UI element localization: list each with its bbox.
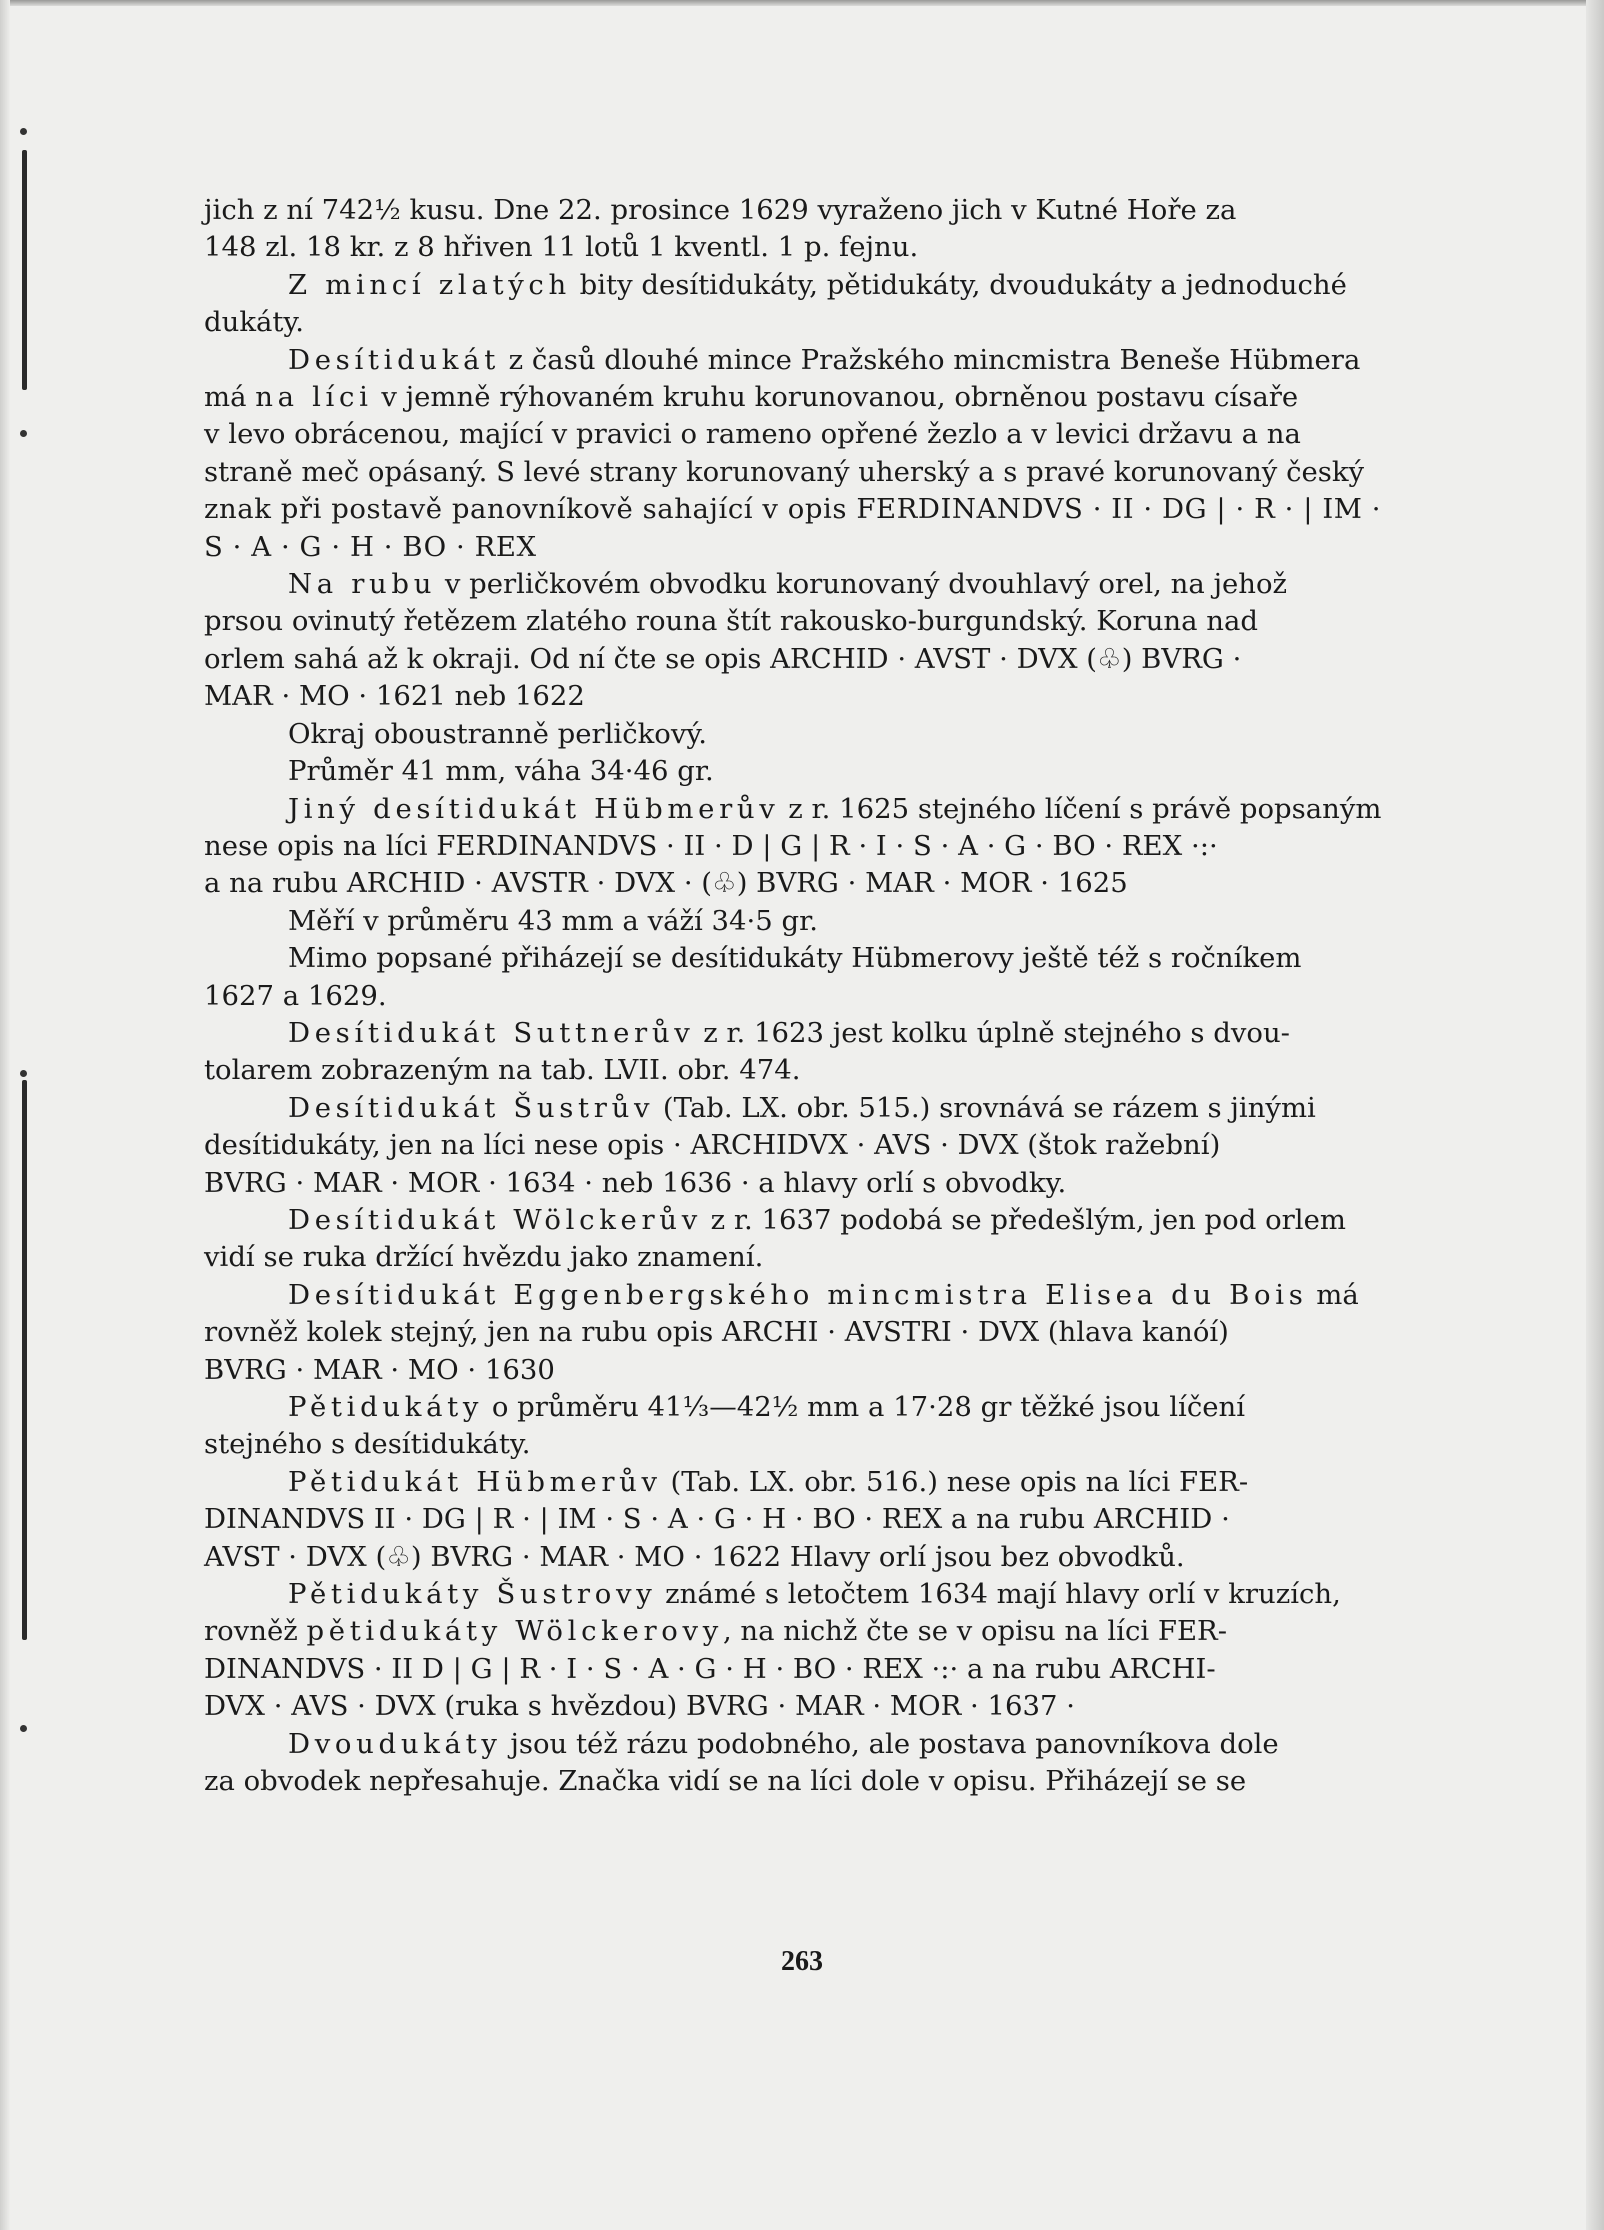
text-line: jich z ní 742½ kusu. Dne 22. prosince 1629 vyraženo jich v Kutné Hoře za bbox=[204, 194, 1237, 226]
text-line: Mimo popsané přiházejí se desítidukáty Hübmerovy ještě též s ročníkem bbox=[288, 942, 1302, 975]
body-text bbox=[204, 192, 1404, 1800]
binding-dot bbox=[20, 128, 27, 135]
text-line: 148 zl. 18 kr. z 8 hřiven 11 lotů 1 kventl. 1 p. fejnu. bbox=[204, 231, 919, 264]
text-line: Dvoudukáty jsou též rázu podobného, ale postava panovníkova dole bbox=[288, 1727, 1279, 1760]
binding-dot bbox=[20, 1070, 27, 1077]
text-line: Desítidukát Wölckerův z r. 1637 podobá se předešlým, jen pod orlem bbox=[288, 1203, 1346, 1236]
binding-dot bbox=[20, 430, 27, 437]
text-line: Pětidukáty o průměru 41⅓—42½ mm a 17·28 gr těžké jsou líčení bbox=[288, 1391, 1245, 1423]
binding-mark bbox=[22, 150, 27, 390]
text-line: Desítidukát z časů dlouhé mince Pražského mincmistra Beneše Hübmera bbox=[288, 343, 1361, 376]
text-line: Pětidukáty Šustrovy známé s letočtem 1634 mají hlavy orlí v kruzích, bbox=[288, 1578, 1341, 1611]
text-line: Desítidukát Eggenbergského mincmistra Elisea du Bois má bbox=[288, 1278, 1359, 1311]
text-line: Na rubu v perličkovém obvodku korunovaný dvouhlavý orel, na jehož bbox=[288, 568, 1288, 601]
text-line: stejného s desítidukáty. bbox=[204, 1428, 531, 1461]
text-line: orlem sahá až k okraji. Od ní čte se opis ARCHID · AVST · DVX (♧) BVRG · bbox=[204, 642, 1242, 675]
text-line: DINANDVS · II D | G | R · I · S · A · G · H · BO · REX ·:· a na rubu ARCHI- bbox=[204, 1652, 1216, 1685]
text-line: Desítidukát Suttnerův z r. 1623 jest kolku úplně stejného s dvou- bbox=[288, 1016, 1290, 1049]
text-line: Okraj oboustranně perličkový. bbox=[288, 717, 707, 750]
page-right-edge bbox=[1586, 0, 1604, 2230]
text-line: AVST · DVX (♧) BVRG · MAR · MO · 1622 Hlavy orlí jsou bez obvodků. bbox=[204, 1540, 1185, 1573]
text-line: BVRG · MAR · MOR · 1634 · neb 1636 · a hlavy orlí s obvodky. bbox=[204, 1166, 1067, 1199]
text-line: prsou ovinutý řetězem zlatého rouna štít rakousko-burgundský. Koruna nad bbox=[204, 605, 1258, 638]
text-line: vidí se ruka držící hvězdu jako znamení. bbox=[204, 1241, 764, 1274]
page-left-shadow bbox=[0, 0, 10, 2230]
text-line: za obvodek nepřesahuje. Značka vidí se na líci dole v opisu. Přiházejí se se bbox=[204, 1765, 1247, 1798]
text-line: S · A · G · H · BO · REX bbox=[204, 530, 537, 563]
text-line: 1627 a 1629. bbox=[204, 979, 387, 1012]
text-line: Měří v průměru 43 mm a váží 34·5 gr. bbox=[288, 904, 818, 937]
page-top-edge bbox=[0, 0, 1604, 6]
text-line: znak při postavě panovníkově sahající v opis FERDINANDVS · II · DG | · R · | IM · bbox=[204, 493, 1382, 526]
text-line: Průměr 41 mm, váha 34·46 gr. bbox=[288, 755, 714, 788]
text-line: DVX · AVS · DVX (ruka s hvězdou) BVRG · MAR · MOR · 1637 · bbox=[204, 1690, 1075, 1723]
text-line: nese opis na líci FERDINANDVS · II · D | G | R · I · S · A · G · BO · REX ·:· bbox=[204, 829, 1218, 862]
text-line: straně meč opásaný. S levé strany korunovaný uherský a s pravé korunovaný český bbox=[204, 455, 1365, 488]
text-line: desítidukáty, jen na líci nese opis · ARCHIDVX · AVS · DVX (štok ražební) bbox=[204, 1129, 1221, 1162]
text-line: rovněž kolek stejný, jen na rubu opis ARCHI · AVSTRI · DVX (hlava kanóí) bbox=[204, 1316, 1229, 1349]
text-line: v levo obrácenou, mající v pravici o rameno opřené žezlo a v levici državu a na bbox=[204, 418, 1301, 451]
binding-dot bbox=[20, 1725, 27, 1732]
text-line: má na líci v jemně rýhovaném kruhu korunovanou, obrněnou postavu císaře bbox=[204, 381, 1299, 414]
text-line: rovněž pětidukáty Wölckerovy, na nichž čte se v opisu na líci FER- bbox=[204, 1615, 1228, 1648]
page-number: 263 bbox=[781, 1946, 823, 1977]
text-line: Jiný desítidukát Hübmerův z r. 1625 stejného líčení s právě popsaným bbox=[288, 792, 1382, 825]
text-line: DINANDVS II · DG | R · | IM · S · A · G · H · BO · REX a na rubu ARCHID · bbox=[204, 1503, 1230, 1536]
text-line: tolarem zobrazeným na tab. LVII. obr. 474. bbox=[204, 1054, 801, 1087]
text-line: a na rubu ARCHID · AVSTR · DVX · (♧) BVRG · MAR · MOR · 1625 bbox=[204, 867, 1128, 900]
text-line: BVRG · MAR · MO · 1630 bbox=[204, 1353, 555, 1386]
text-line: Z mincí zlatých bity desítidukáty, pětidukáty, dvoudukáty a jednoduché bbox=[288, 268, 1347, 301]
binding-mark bbox=[22, 1080, 27, 1640]
text-line: MAR · MO · 1621 neb 1622 bbox=[204, 680, 585, 713]
text-line: Pětidukát Hübmerův (Tab. LX. obr. 516.) nese opis na líci FER- bbox=[288, 1465, 1249, 1498]
text-line: dukáty. bbox=[204, 306, 305, 339]
text-line: Desítidukát Šustrův (Tab. LX. obr. 515.) srovnává se rázem s jinými bbox=[288, 1091, 1316, 1124]
